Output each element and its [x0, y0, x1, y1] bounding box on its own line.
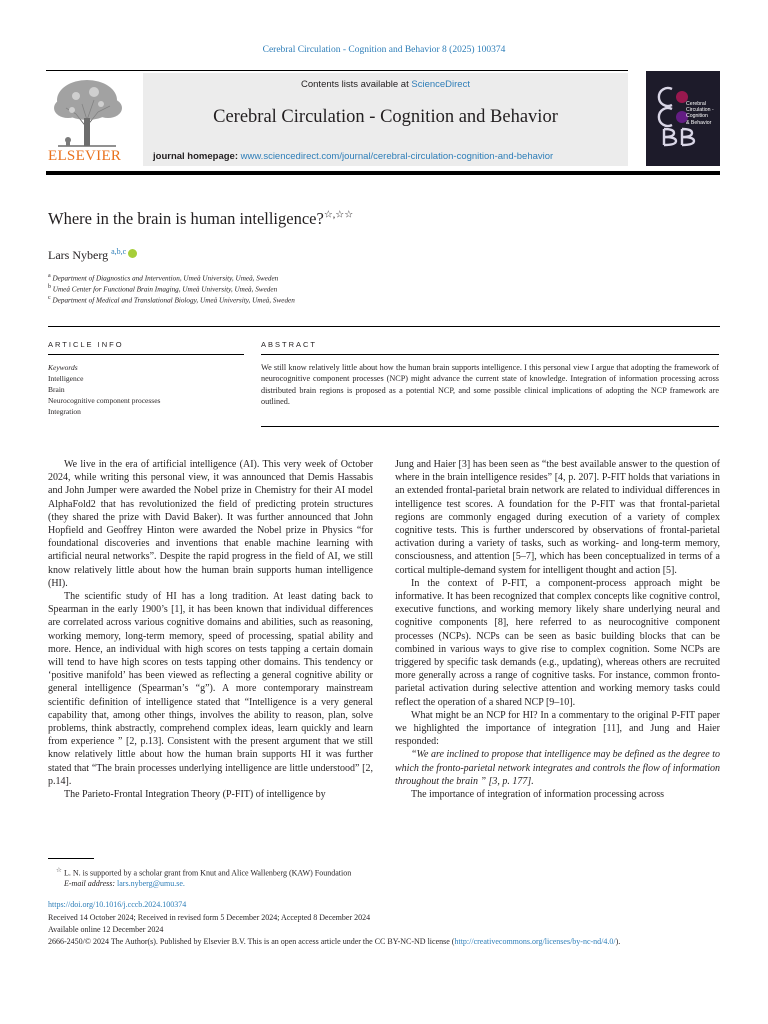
affiliation-text: Department of Diagnostics and Intervention, Umeå University, Umeå, Sweden: [52, 274, 279, 283]
article-info-label: ARTICLE INFO: [48, 340, 124, 349]
email-footnote: [64, 879, 185, 888]
cover-title-line-1: Cerebral: [686, 101, 706, 107]
header-top-rule: [46, 70, 628, 71]
info-top-rule: [48, 326, 720, 327]
body-left-column: [48, 458, 373, 801]
header-bottom-rule: [46, 171, 720, 175]
body-right-column: [395, 458, 720, 801]
affiliation-c: [48, 295, 295, 304]
affiliation-text: Umeå Center for Functional Brain Imaging, Umeå University, Umeå, Sweden: [52, 285, 278, 294]
article-info-rule: [48, 354, 244, 355]
license-suffix: ).: [615, 937, 621, 946]
funding-mark: ☆: [56, 867, 62, 874]
available-online: Available online 12 December 2024: [48, 925, 164, 934]
title-footnote-marks[interactable]: ☆,☆☆: [323, 209, 354, 221]
affiliation-sup: c: [48, 295, 51, 301]
license-prefix: 2666-2450/© 2024 The Author(s). Published by Elsevier B.V. This is an open access article under the CC BY-NC-ND license (: [48, 937, 455, 946]
journal-homepage: [153, 151, 553, 162]
contents-prefix: Contents lists available at: [301, 79, 412, 90]
author-line: [48, 247, 137, 263]
body-paragraph: We live in the era of artificial intelligence (AI). This very week of October 2024, while writing this personal view, it was announced that Demis Hassabis and John Jumper were awarded the Nobel prize in Chemistry for their AI model AlphaFold2 that has revolutionized the field of predicting protein structures (they shared the prize with David Baker). It was further announced that John Hopfield and Geoffrey Hinton were awarded the Nobel prize in Physics “for foundational discoveries and inventions that enable machine learning with artificial neural networks”. Despite the rapid progress in the field of AI, we still know relatively little about how the human brain supports human intelligence (HI).: [48, 459, 373, 589]
license-statement: [48, 936, 720, 947]
keyword: Brain: [48, 385, 65, 394]
received-dates: Received 14 October 2024; Received in revised form 5 December 2024; Accepted 8 December 2024: [48, 913, 371, 922]
funding-footnote: [56, 866, 351, 878]
affiliation-text: Department of Medical and Translational Biology, Umeå University, Umeå, Sweden: [52, 296, 295, 305]
email-link[interactable]: lars.nyberg@umu.se.: [117, 879, 185, 888]
author-affiliation-marks[interactable]: a,b,c: [111, 247, 127, 256]
orcid-icon[interactable]: [128, 249, 137, 258]
article-title-text: Where in the brain is human intelligence?: [48, 209, 324, 228]
keyword: Integration: [48, 407, 81, 416]
affiliation-sup: a: [48, 273, 51, 279]
affiliation-b: [48, 284, 277, 293]
sciencedirect-link[interactable]: ScienceDirect: [411, 79, 470, 90]
article-title: [48, 209, 353, 229]
body-paragraph: The Parieto-Frontal Integration Theory (P-FIT) of intelligence by: [64, 789, 326, 801]
author-name[interactable]: Lars Nyberg: [48, 248, 109, 262]
homepage-label: journal homepage:: [153, 151, 238, 162]
license-link[interactable]: http://creativecommons.org/licenses/by-nc-nd/4.0/: [454, 937, 616, 946]
affiliation-sup: b: [48, 284, 51, 290]
abstract-rule: [261, 354, 719, 355]
homepage-link[interactable]: www.sciencedirect.com/journal/cerebral-circulation-cognition-and-behavior: [240, 151, 554, 162]
journal-citation[interactable]: Cerebral Circulation - Cognition and Behavior 8 (2025) 100374: [262, 45, 506, 55]
contents-available: [143, 79, 628, 90]
body-paragraph: The importance of integration of information processing across: [411, 789, 664, 801]
keywords-label: Keywords: [48, 363, 78, 372]
body-paragraph: Jung and Haier [3] has been seen as “the best available answer to the question of where in the brain intelligence resides” [4, p. 207]. P-FIT holds that variations in an extended frontal-parietal brain network are related to individual differences in intelligence test scores. A foundation for the P-FIT was that frontal-parietal regions are commonly engaged during execution of a variety of complex cognitive tests. This is further underscored by observations of frontal-parietal activation during a variety of tasks, such as working- and long-term memory, consciousness, and attention [5–7], which has been conceptualized in terms of a cortical multiple-demand system for intelligent thought and action [5].: [395, 459, 720, 576]
abstract-bottom-rule: [261, 426, 719, 427]
journal-cover-thumbnail[interactable]: [646, 71, 720, 166]
abstract-label: ABSTRACT: [261, 340, 318, 349]
cover-title-line-4: & Behavior: [686, 119, 712, 126]
cover-title-line-3: Cognition: [686, 113, 708, 120]
affiliation-a: [48, 273, 278, 282]
body-paragraph: The scientific study of HI has a long tradition. At least dating back to Spearman in the early 1900’s [1], it has been known that individual differences are correlated across various cognitive domains and abilities, such as reasoning, working memory, long-term memory, speed of processing, spatial ability and more. Hence, an individual with high scores on tests tapping a certain domain will tend to have high scores on tests tapping other domains. This tendency or ‘positive manifold’ has been viewed as reflecting a general cognitive ability or general intelligence (Spearman’s “g”). A more contemporary mainstream scientific definition of intelligence stated that “Intelligence is a very general capability that, among other things, involves the ability to reason, plan, solve problems, think abstractly, comprehend complex ideas, learn quickly and learn from experience ” [2, p.13]. Consistent with the present argument that we still know relatively little about how the human brain supports HI it was further stated that “The brain processes underlying intelligence are little understood” [2, p.14].: [48, 591, 373, 787]
journal-title: Cerebral Circulation - Cognition and Behavior: [213, 107, 558, 127]
footnote-rule: [48, 858, 94, 859]
doi-link[interactable]: https://doi.org/10.1016/j.cccb.2024.100374: [48, 900, 187, 909]
abstract-text: We still know relatively little about how the human brain supports intelligence. I this personal view I argue that adopting the framework of neurocognitive component processes (NCP) might advance the current state of knowledge. Integration of information processing across distributed brain regions is proposed as a potential NCP, and some possible clinical implications of adopting the NCP framework are outlined.: [261, 363, 719, 406]
elsevier-wordmark: ELSEVIER: [48, 148, 122, 164]
email-label: E-mail address:: [64, 879, 116, 888]
cover-title-line-2: Circulation -: [686, 107, 714, 114]
block-quote: “We are inclined to propose that intelligence may be defined as the degree to which the fronto-parietal network integrates and controls the flow of information throughout the brain ” [3, p. 177].: [395, 749, 720, 787]
keyword: Intelligence: [48, 374, 84, 383]
body-paragraph: In the context of P-FIT, a component-process approach might be informative. It has been recognized that complex concepts like cognitive control, executive functions, and working memory likely share underlying neural and cognitive components [8], here referred to as neurocognitive component processes (NCPs). NCPs can be seen as basic building blocks that can be combined in various ways to give rise to complex cognition. Some NCPs are triggered by specific task demands (e.g., updating), whereas others are recruited more generally across a range of cognitive tasks. For instance, common fronto-parietal activation during selective attention and working memory tasks could reflect the operation of a shared NCP [9–10].: [395, 577, 720, 708]
keyword: Neurocognitive component processes: [48, 396, 161, 405]
body-paragraph: What might be an NCP for HI? In a commentary to the original P-FIT paper we highlighted the importance of integration [11], and Jung and Haier responded:: [395, 709, 720, 748]
funding-text: L. N. is supported by a scholar grant from Knut and Alice Wallenberg (KAW) Foundation: [63, 868, 352, 878]
